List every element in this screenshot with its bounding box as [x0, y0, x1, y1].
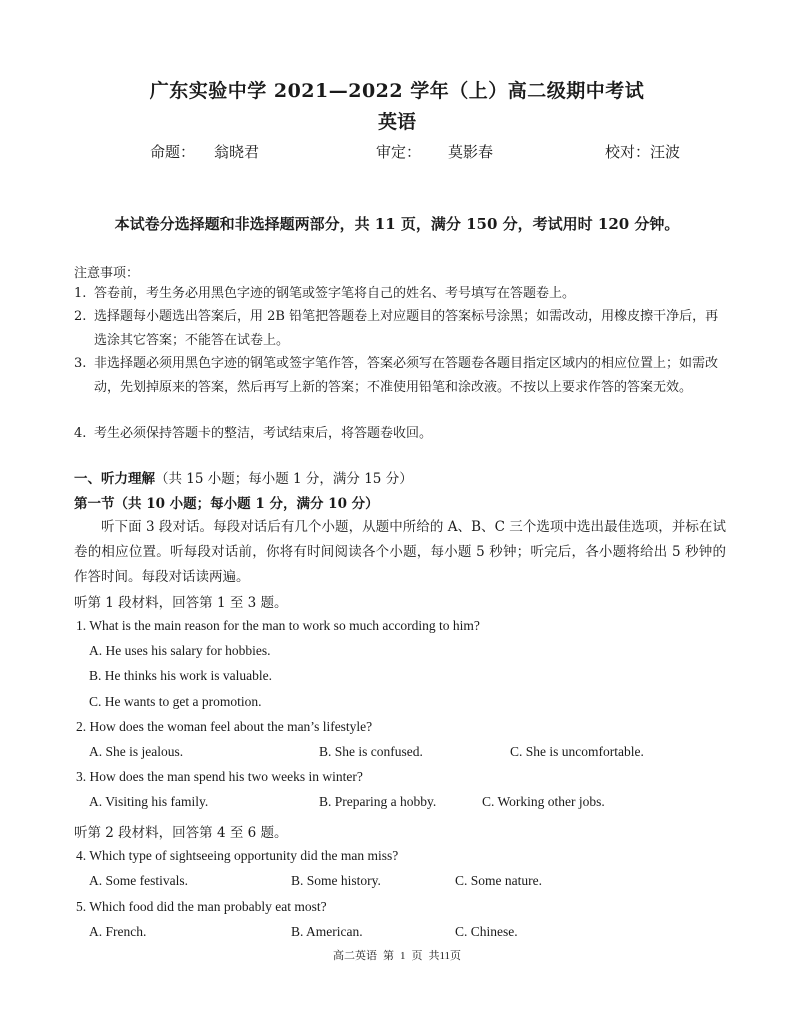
question-stem: 2. How does the woman feel about the man’s lifestyle? [76, 719, 373, 734]
material-label-1: 听第 1 段材料，回答第 1 至 3 题。 [74, 595, 288, 611]
option-a: A. She is jealous. [89, 744, 184, 759]
note-number: 4. [74, 426, 87, 441]
page-footer [0, 947, 794, 963]
option-a: A. Visiting his family. [89, 794, 209, 809]
note-item [74, 305, 724, 352]
material-label-2: 听第 2 段材料，回答第 4 至 6 题。 [74, 825, 288, 841]
note-text: 答卷前，考生务必用黑色字迹的钢笔或签字笔将自己的姓名、考号填写在答题卷上。 [94, 286, 576, 301]
proofreader: 校对：汪波 [605, 143, 681, 161]
question-stem: 4. Which type of sightseeing opportunity did the man miss? [76, 848, 399, 863]
note-number: 2. [74, 309, 87, 324]
note-text: 考生必须保持答题卡的整洁，考试结束后，将答题卷收回。 [94, 426, 433, 441]
note-item [74, 422, 724, 446]
note-number: 1. [74, 286, 87, 301]
section-scoring: （共 15 小题；每小题 1 分，满分 15 分） [155, 471, 413, 487]
option-c: C. He wants to get a promotion. [89, 694, 262, 709]
footer-page-suffix: 页 [411, 950, 423, 962]
option-c: C. Chinese. [455, 924, 518, 939]
part-heading: 第一节（共 10 小题；每小题 1 分，满分 10 分） [74, 496, 379, 512]
option-a: A. Some festivals. [89, 873, 188, 888]
footer-page-number: 1 [399, 950, 406, 962]
section-heading [74, 467, 413, 487]
note-text: 非选择题必须用黑色字迹的钢笔或签字笔作答，答案必须写在答题卷各题目指定区域内的相应位置上；如需改动，先划掉原来的答案，然后再写上新的答案；不准使用铅笔和涂改液。不按以上要求作答的答案无效。 [94, 356, 719, 395]
option-a: A. French. [89, 924, 147, 939]
option-c: C. She is uncomfortable. [510, 744, 644, 759]
exam-intro: 本试卷分选择题和非选择题两部分，共 11 页，满分 150 分，考试用时 120 分钟。 [114, 215, 680, 233]
question-stem: 3. How does the man spend his two weeks in winter? [76, 769, 363, 784]
option-b: B. American. [291, 924, 363, 939]
exam-subject: 英语 [377, 111, 416, 133]
notes-heading: 注意事项： [74, 266, 140, 281]
section-title: 一、听力理解 [74, 471, 155, 487]
exam-title: 广东实验中学 2021—2022 学年（上）高二级期中考试 [149, 80, 645, 102]
footer-page-prefix: 第 [382, 950, 394, 962]
option-b: B. Preparing a hobby. [319, 794, 437, 809]
footer-subject: 高二英语 [332, 950, 377, 962]
question-stem: 5. Which food did the man probably eat most? [76, 899, 327, 914]
footer-total-pages: 共11页 [428, 950, 462, 962]
note-text: 选择题每小题选出答案后，用 2B 铅笔把答题卷上对应题目的答案标号涂黑；如需改动，用橡皮擦干净后，再选涂其它答案；不能答在试卷上。 [94, 309, 719, 348]
option-b: B. She is confused. [319, 744, 423, 759]
note-item [74, 282, 724, 306]
option-c: C. Working other jobs. [482, 794, 605, 809]
reviewer-name: 莫影春 [448, 143, 494, 161]
note-number: 3. [74, 356, 87, 371]
option-b: B. Some history. [291, 873, 381, 888]
reviewer-label: 审定： [376, 143, 422, 161]
listening-instructions: 听下面 3 段对话。每段对话后有几个小题，从题中所给的 A、B、C 三个选项中选出最佳选项，并标在试卷的相应位置。听每段对话前，你将有时间阅读各个小题，每小题 5 秒钟；听完后，各小题将给出 5 秒钟的作答时间。每段对话读两遍。 [74, 519, 726, 585]
option-c: C. Some nature. [455, 873, 542, 888]
option-a: A. He uses his salary for hobbies. [89, 643, 271, 658]
setter-name: 翁晓君 [214, 143, 260, 161]
note-item [74, 352, 724, 399]
option-b: B. He thinks his work is valuable. [89, 668, 272, 683]
question-stem: 1. What is the main reason for the man to work so much according to him? [76, 618, 480, 633]
setter-label: 命题： [150, 143, 196, 161]
